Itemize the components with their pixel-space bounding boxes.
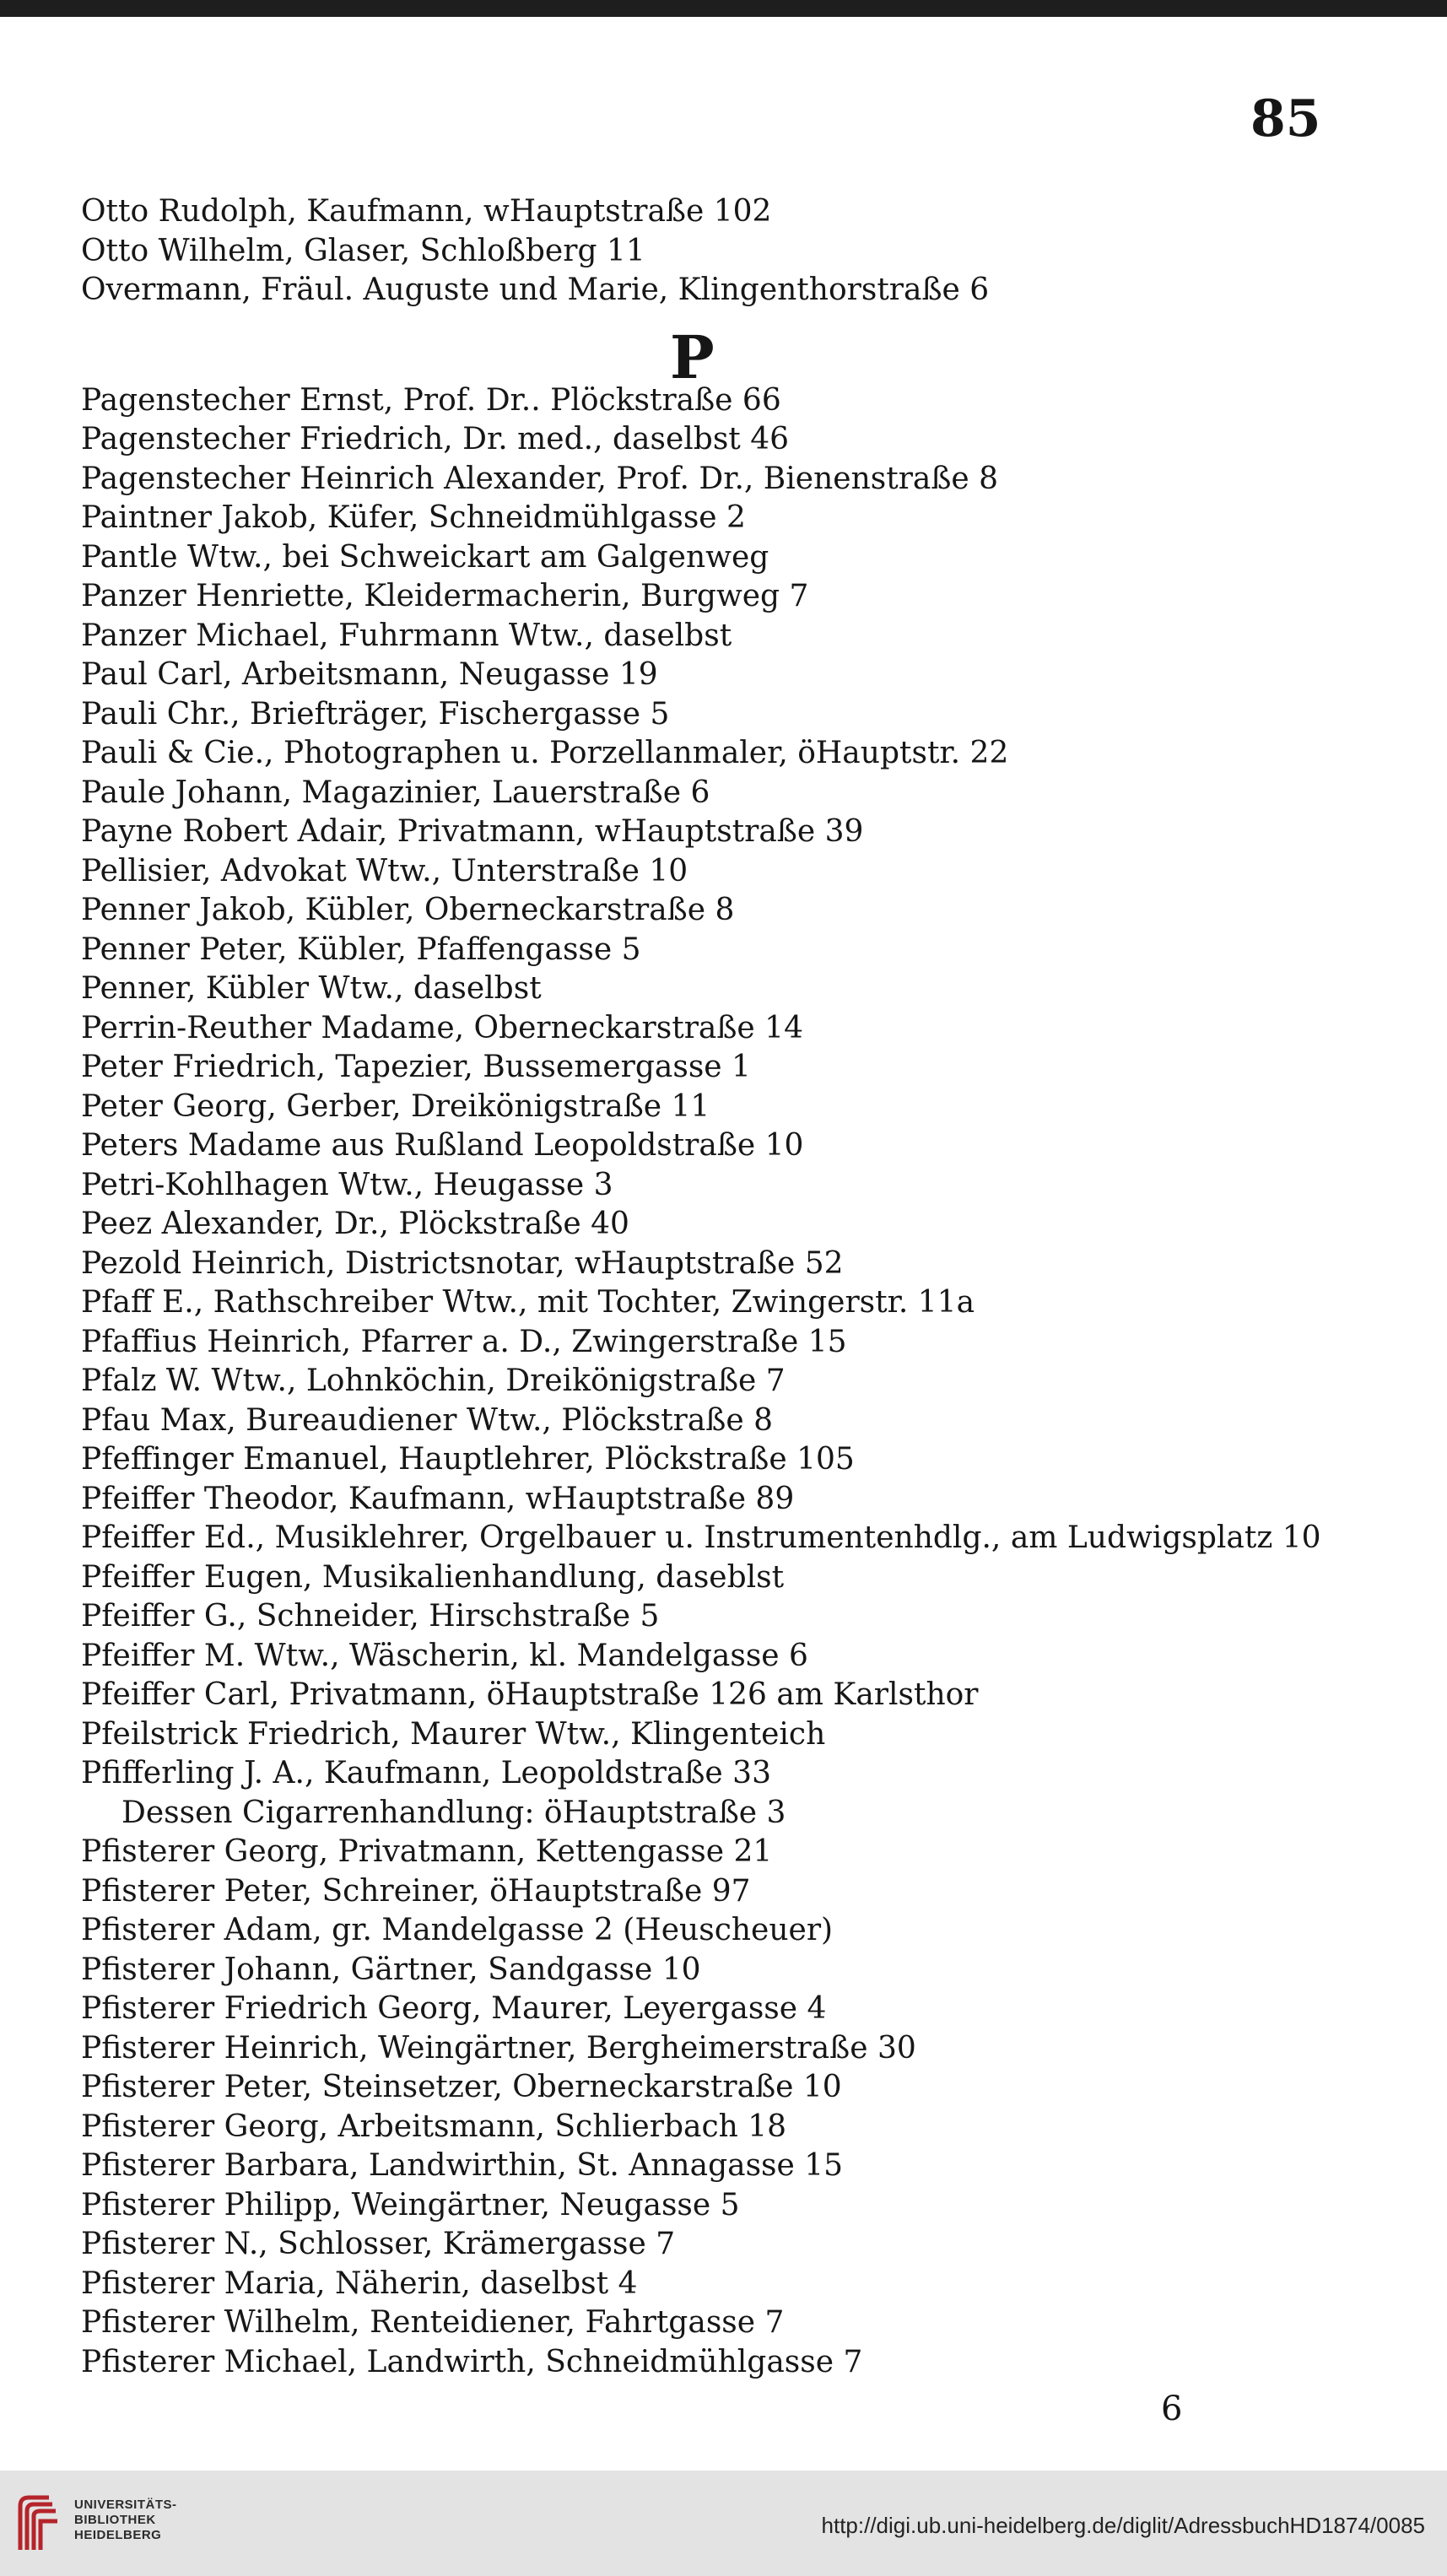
directory-entry: Pfau Max, Bureaudiener Wtw., Plöckstraße 8 — [81, 1402, 774, 1438]
directory-entry: Peez Alexander, Dr., Plöckstraße 40 — [81, 1207, 629, 1241]
directory-entry: Pfeiffer Theodor, Kaufmann, wHauptstraße 89 — [81, 1481, 795, 1516]
library-name — [74, 2498, 177, 2543]
directory-entry: Paule Johann, Magazinier, Lauerstraße 6 — [81, 775, 710, 810]
directory-entry: Pfeiffer Carl, Privatmann, öHauptstraße 126 am Karlsthor — [81, 1677, 979, 1712]
directory-entry: Pfaffius Heinrich, Pfarrer a. D., Zwingerstraße 15 — [81, 1324, 847, 1359]
directory-entry: Pfisterer Georg, Privatmann, Kettengasse 21 — [81, 1834, 773, 1869]
directory-entry: Pfisterer Barbara, Landwirthin, St. Annagasse 15 — [81, 2148, 844, 2183]
directory-entry: Peter Friedrich, Tapezier, Bussemergasse 1 — [81, 1050, 751, 1084]
directory-entry: Pauli & Cie., Photographen u. Porzellanmaler, öHauptstr. 22 — [81, 736, 1009, 770]
directory-entry: Pfisterer Georg, Arbeitsmann, Schlierbach 18 — [81, 2109, 787, 2144]
section-gap — [81, 311, 1414, 381]
directory-entry: Pfisterer Peter, Steinsetzer, Oberneckarstraße 10 — [81, 2070, 842, 2104]
directory-entry: Pfisterer Adam, gr. Mandelgasse 2 (Heuscheuer) — [81, 1913, 834, 1947]
library-name-line: HEIDELBERG — [74, 2528, 162, 2542]
directory-entry: Perrin-Reuther Madame, Oberneckarstraße 14 — [81, 1010, 803, 1045]
directory-entry: Pezold Heinrich, Districtsnotar, wHauptstraße 52 — [81, 1245, 844, 1281]
directory-entry: Pfisterer Michael, Landwirth, Schneidmühlgasse 7 — [81, 2344, 863, 2379]
directory-entry: Pfaff E., Rathschreiber Wtw., mit Tochter, Zwingerstr. 11a — [81, 1285, 975, 1320]
directory-subentry: Dessen Cigarrenhandlung: öHauptstraße 3 — [121, 1795, 786, 1830]
directory-entry: Pagenstecher Heinrich Alexander, Prof. Dr., Bienenstraße 8 — [81, 461, 999, 496]
directory-entry: Pfalz W. Wtw., Lohnköchin, Dreikönigstraße 7 — [81, 1364, 786, 1398]
library-seal-icon — [15, 2491, 62, 2557]
directory-entry: Pellisier, Advokat Wtw., Unterstraße 10 — [81, 853, 688, 888]
top-scan-border — [0, 0, 1447, 17]
directory-entry: Pfisterer Heinrich, Weingärtner, Bergheimerstraße 30 — [81, 2030, 916, 2066]
directory-entry: Pfifferling J. A., Kaufmann, Leopoldstraße 33 — [81, 1756, 771, 1790]
directory-entry: Pauli Chr., Briefträger, Fischergasse 5 — [81, 696, 670, 732]
directory-entry: Paintner Jakob, Küfer, Schneidmühlgasse 2 — [81, 500, 746, 535]
directory-entry: Pfisterer Johann, Gärtner, Sandgasse 10 — [81, 1952, 701, 1987]
directory-entry: Pfisterer Maria, Näherin, daselbst 4 — [81, 2265, 638, 2301]
page-number: 85 — [1250, 89, 1321, 149]
directory-entry: Pfeilstrick Friedrich, Maurer Wtw., Klingenteich — [81, 1716, 826, 1752]
signature-mark: 6 — [1161, 2390, 1183, 2428]
directory-entry: Panzer Henriette, Kleidermacherin, Burgweg 7 — [81, 579, 809, 613]
directory-entry: Pantle Wtw., bei Schweickart am Galgenweg — [81, 539, 769, 575]
directory-entry: Penner, Kübler Wtw., daselbst — [81, 971, 542, 1006]
directory-entries — [81, 192, 1414, 2382]
library-logo[interactable] — [15, 2487, 184, 2560]
directory-entry: Pfisterer Wilhelm, Renteidiener, Fahrtgasse 7 — [81, 2305, 785, 2340]
directory-entry: Paul Carl, Arbeitsmann, Neugasse 19 — [81, 657, 658, 692]
directory-entry: Pfisterer Philipp, Weingärtner, Neugasse 5 — [81, 2187, 740, 2222]
footer-bar — [0, 2471, 1447, 2576]
directory-entry: Pfisterer N., Schlosser, Krämergasse 7 — [81, 2227, 676, 2261]
directory-entry: Overmann, Fräul. Auguste und Marie, Klingenthorstraße 6 — [81, 273, 990, 307]
directory-entry: Penner Peter, Kübler, Pfaffengasse 5 — [81, 932, 641, 967]
directory-entry: Pfeiffer Eugen, Musikalienhandlung, daseblst — [81, 1559, 785, 1595]
directory-entry: Peters Madame aus Rußland Leopoldstraße 10 — [81, 1128, 804, 1163]
library-name-line: UNIVERSITÄTS- — [74, 2498, 177, 2512]
directory-entry: Pfeiffer Ed., Musiklehrer, Orgelbauer u. Instrumentenhdlg., am Ludwigsplatz 10 — [81, 1520, 1321, 1555]
directory-entry: Pfeiffer M. Wtw., Wäscherin, kl. Mandelgasse 6 — [81, 1638, 808, 1673]
directory-entry: Petri-Kohlhagen Wtw., Heugasse 3 — [81, 1167, 613, 1202]
directory-entry: Pfisterer Peter, Schreiner, öHauptstraße 97 — [81, 1873, 751, 1909]
directory-entry: Pfisterer Friedrich Georg, Maurer, Leyergasse 4 — [81, 1991, 827, 2026]
directory-entry: Otto Rudolph, Kaufmann, wHauptstraße 102 — [81, 194, 772, 229]
directory-entry: Otto Wilhelm, Glaser, Schloßberg 11 — [81, 233, 645, 268]
directory-entry: Payne Robert Adair, Privatmann, wHauptstraße 39 — [81, 814, 864, 849]
directory-entry: Panzer Michael, Fuhrmann Wtw., daselbst — [81, 618, 732, 653]
directory-entry: Pfeffinger Emanuel, Hauptlehrer, Plöckstraße 105 — [81, 1442, 855, 1477]
section-letter-heading: P — [670, 322, 715, 392]
directory-entry: Pagenstecher Ernst, Prof. Dr.. Plöckstraße 66 — [81, 382, 781, 418]
source-url-link[interactable]: http://digi.ub.uni-heidelberg.de/diglit/AdressbuchHD1874/0085 — [821, 2513, 1425, 2538]
library-name-line: BIBLIOTHEK — [74, 2513, 156, 2527]
directory-entry: Peter Georg, Gerber, Dreikönigstraße 11 — [81, 1088, 710, 1124]
directory-entry: Pfeiffer G., Schneider, Hirschstraße 5 — [81, 1599, 660, 1634]
directory-entry: Pagenstecher Friedrich, Dr. med., daselbst 46 — [81, 422, 790, 456]
directory-entry: Penner Jakob, Kübler, Oberneckarstraße 8 — [81, 893, 735, 927]
